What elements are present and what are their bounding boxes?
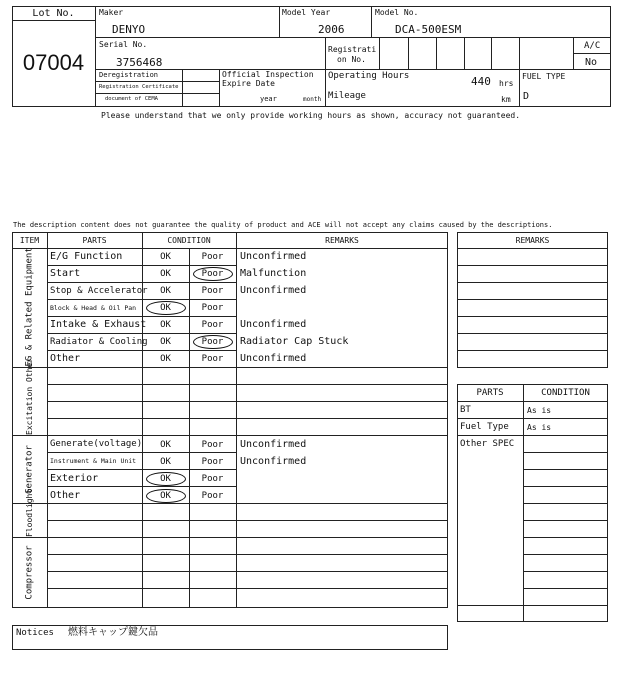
part-radiator-cooling: Radiator & Cooling — [50, 337, 148, 347]
poor-option[interactable]: Poor — [201, 320, 224, 330]
cema-document-label: document of CEMA — [105, 96, 158, 102]
right-parts-header: PARTS — [476, 388, 504, 398]
part-other: Other — [50, 353, 81, 364]
right-condition-header: CONDITION — [541, 388, 590, 398]
ok-option[interactable]: OK — [160, 303, 171, 313]
remark-other: Unconfirmed — [240, 353, 307, 364]
fuel-type-label: FUEL TYPE — [522, 72, 566, 81]
part-start: Start — [50, 268, 81, 279]
part-eg-function: E/G Function — [50, 251, 123, 262]
ok-option[interactable]: OK — [160, 286, 171, 296]
ac-value: No — [585, 57, 598, 68]
group-label-floodlight: Floodlight — [25, 488, 34, 537]
model-no-value: DCA-500ESM — [395, 23, 462, 36]
poor-option[interactable]: Poor — [201, 286, 224, 296]
circle-mark — [193, 335, 233, 349]
circle-mark — [146, 301, 186, 315]
poor-option[interactable]: Poor — [201, 303, 224, 313]
ok-option[interactable]: OK — [160, 252, 171, 262]
lot-number: 07004 — [22, 50, 85, 75]
ok-option[interactable]: OK — [160, 337, 171, 347]
registration-label-2: on No. — [337, 55, 366, 64]
notices-text: 燃料キャップ鍵欠品 — [68, 627, 158, 638]
part-other-generator: Other — [50, 490, 81, 501]
model-no-label: Model No. — [375, 8, 419, 17]
fuel-type-value: D — [523, 91, 530, 102]
serial-label: Serial No. — [99, 40, 148, 49]
ok-option[interactable]: OK — [160, 269, 171, 279]
operating-hours-value: 440 — [471, 75, 491, 88]
remark-radiator-cooling: Radiator Cap Stuck — [240, 336, 349, 347]
right-condition-fuel-type: As is — [527, 423, 552, 432]
km-unit: km — [501, 95, 511, 104]
remark-instrument-main-unit: Unconfirmed — [240, 456, 307, 467]
inspection-label-2: Expire Date — [222, 79, 275, 88]
right-condition-bt: As is — [527, 406, 552, 415]
ok-option[interactable]: OK — [160, 457, 171, 467]
group-label-eg: EG & Related Equipment — [24, 247, 35, 367]
right-part-other-spec: Other SPEC — [460, 439, 515, 449]
maker-value: DENYO — [112, 23, 146, 36]
part-exterior: Exterior — [50, 473, 99, 484]
right-remarks-header: REMARKS — [515, 236, 550, 245]
inspection-label-1: Official Inspection — [222, 70, 314, 79]
registration-certificate-label: Registration Certificate — [99, 84, 179, 90]
remark-eg-function: Unconfirmed — [240, 251, 307, 262]
group-label-generator: Generator — [24, 445, 35, 494]
part-instrument-main-unit: Instrument & Main Unit — [50, 457, 137, 465]
poor-option[interactable]: Poor — [201, 252, 224, 262]
remark-stop-accelerator: Unconfirmed — [240, 285, 307, 296]
model-year-label: Model Year — [282, 8, 331, 17]
poor-option[interactable]: Poor — [201, 269, 224, 279]
header-frame — [12, 6, 611, 107]
group-label-compressor: Compressor — [24, 545, 35, 600]
operating-hours-label: Operating Hours — [328, 71, 410, 81]
ok-option[interactable]: OK — [160, 320, 171, 330]
part-block-head: Block & Head & Oil Pan — [50, 304, 137, 312]
part-generate-voltage: Generate(voltage) — [50, 439, 143, 449]
description-note: The description content does not guarantee the quality of product and ACE will not accept any claims caused by the descriptions. — [13, 221, 553, 229]
poor-option[interactable]: Poor — [201, 337, 224, 347]
hrs-unit: hrs — [499, 79, 514, 88]
registration-label-1: Registrati — [328, 45, 377, 54]
serial-value: 3756468 — [116, 56, 163, 69]
poor-option[interactable]: Poor — [201, 491, 224, 501]
remark-generate-voltage: Unconfirmed — [240, 439, 307, 450]
ok-option[interactable]: OK — [160, 354, 171, 364]
group-label-excitation: Excitation Other — [25, 357, 34, 435]
parts-header: PARTS — [82, 236, 107, 245]
hours-disclaimer: Please understand that we only provide working hours as shown, accuracy not guaranteed. — [101, 111, 521, 120]
item-header: ITEM — [19, 236, 40, 245]
right-part-bt: BT — [460, 405, 471, 415]
right-part-fuel-type: Fuel Type — [460, 422, 509, 432]
notices-label: Notices — [16, 628, 54, 638]
month-label: month — [303, 96, 322, 103]
ac-label: A/C — [584, 41, 601, 51]
model-year-value: 2006 — [318, 23, 345, 36]
deregistration-label: Deregistration — [99, 71, 159, 79]
remarks-header: REMARKS — [325, 236, 359, 245]
year-label: year — [260, 95, 277, 103]
part-intake-exhaust: Intake & Exhaust — [50, 319, 147, 330]
poor-option[interactable]: Poor — [201, 457, 224, 467]
mileage-label: Mileage — [328, 91, 366, 101]
circle-mark — [193, 267, 233, 281]
maker-label: Maker — [99, 8, 124, 17]
poor-option[interactable]: Poor — [201, 354, 224, 364]
right-remarks-frame — [457, 232, 608, 368]
part-stop-accelerator: Stop & Accelerator — [50, 286, 148, 296]
ok-option[interactable]: OK — [160, 440, 171, 450]
poor-option[interactable]: Poor — [201, 474, 224, 484]
poor-option[interactable]: Poor — [201, 440, 224, 450]
remark-start: Malfunction — [240, 268, 307, 279]
ok-option[interactable]: OK — [160, 491, 171, 501]
remark-intake-exhaust: Unconfirmed — [240, 319, 307, 330]
circle-mark — [146, 472, 186, 486]
circle-mark — [146, 489, 186, 503]
lot-label: Lot No. — [32, 8, 75, 19]
condition-header: CONDITION — [167, 236, 211, 245]
ok-option[interactable]: OK — [160, 474, 171, 484]
